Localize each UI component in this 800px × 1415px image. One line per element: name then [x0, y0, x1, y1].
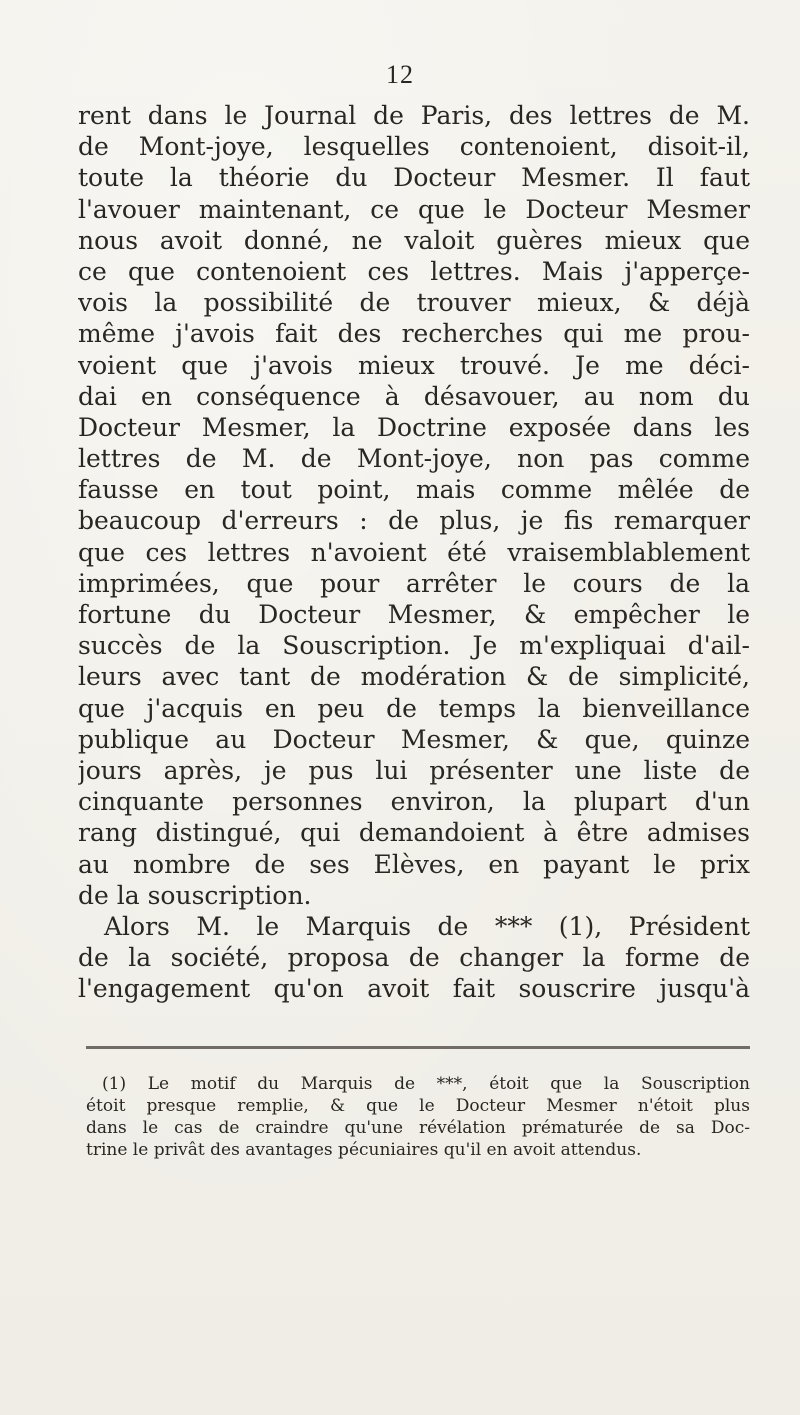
footnote-line: dans le cas de craindre qu'une révélation prématurée de sa Doc- [86, 1118, 750, 1138]
text-line: même j'avois fait des recherches qui me prou- [78, 319, 750, 349]
text-line: lettres de M. de Mont-joye, non pas comme [78, 444, 750, 474]
text-line: l'avouer maintenant, ce que le Docteur Mesmer [78, 194, 750, 224]
text-line: Docteur Mesmer, la Doctrine exposée dans les [78, 412, 750, 442]
text-line: ce que contenoient ces lettres. Mais j'apperçe- [78, 256, 750, 286]
footnote [86, 1073, 750, 1161]
text-line: voient que j'avois mieux trouvé. Je me déci- [78, 350, 750, 380]
text-line: au nombre de ses Elèves, en payant le prix [78, 849, 750, 879]
text-line: imprimées, que pour arrêter le cours de la [78, 568, 750, 598]
text-line: toute la théorie du Docteur Mesmer. Il faut [78, 163, 750, 193]
text-line: succès de la Souscription. Je m'expliquai d'ail- [78, 631, 750, 661]
footnote-line: (1) Le motif du Marquis de ***, étoit que la Souscription [102, 1074, 750, 1094]
text-line: beaucoup d'erreurs : de plus, je fis remarquer [78, 506, 750, 536]
text-line: fausse en tout point, mais comme mêlée de [78, 475, 750, 505]
text-line: rent dans le Journal de Paris, des lettres de M. [78, 101, 750, 130]
text-line: cinquante personnes environ, la plupart d'un [78, 787, 750, 817]
text-line: vois la possibilité de trouver mieux, & déjà [78, 288, 750, 318]
text-line: de la souscription. [78, 880, 312, 910]
footnote-divider [86, 1046, 750, 1049]
page-number: 12 [386, 60, 414, 89]
text-line: rang distingué, qui demandoient à être admises [78, 818, 750, 848]
text-line: Alors M. le Marquis de *** (1), Président [104, 911, 750, 941]
text-line: fortune du Docteur Mesmer, & empêcher le [78, 600, 750, 629]
footnote-line: trine le privât des avantages pécuniaires qu'il en avoit attendus. [86, 1140, 642, 1160]
footnote-line: étoit presque remplie, & que le Docteur Mesmer n'étoit plus [86, 1096, 750, 1116]
text-line: que j'acquis en peu de temps la bienveillance [78, 693, 750, 723]
text-line: publique au Docteur Mesmer, & que, quinze [78, 724, 750, 754]
text-line: l'engagement qu'on avoit fait souscrire jusqu'à [78, 974, 750, 1004]
text-line: que ces lettres n'avoient été vraisemblablement [78, 537, 750, 567]
text-line: dai en conséquence à désavouer, au nom du [78, 381, 750, 411]
text-line: de Mont-joye, lesquelles contenoient, disoit-il, [78, 132, 750, 162]
text-line: nous avoit donné, ne valoit guères mieux que [78, 225, 750, 255]
text-line: leurs avec tant de modération & de simplicité, [78, 662, 750, 692]
main-text [78, 100, 750, 1004]
text-line: jours après, je pus lui présenter une liste de [78, 755, 750, 785]
text-line: de la société, proposa de changer la forme de [78, 943, 750, 973]
